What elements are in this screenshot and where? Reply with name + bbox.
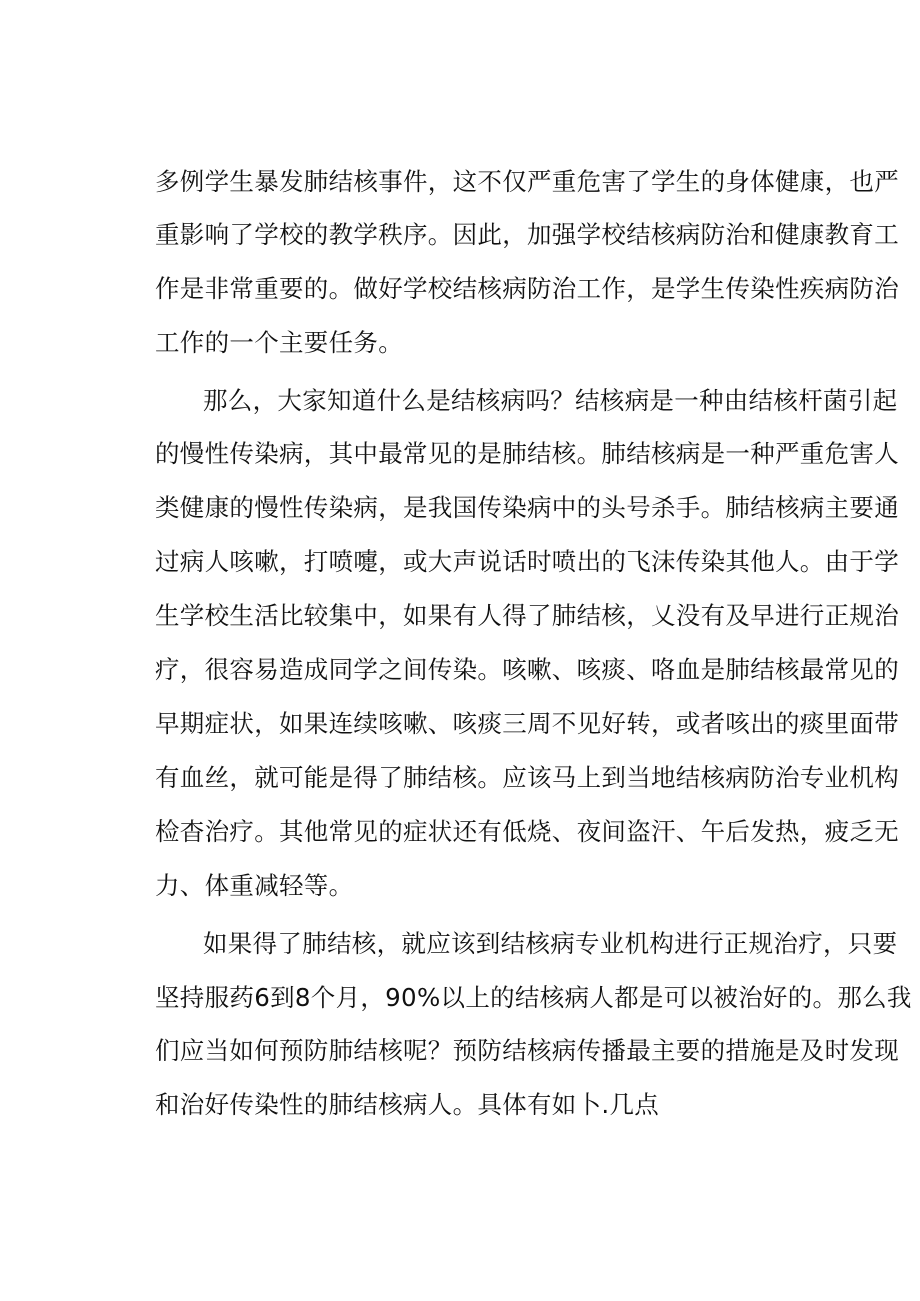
text-line: 们应当如何预防肺结核呢？预防结核病传播最主要的措施是及时发现 <box>155 1036 899 1065</box>
text-line: 的慢性传染病，其中最常见的是肺结核。肺结核病是一种严重危害人 <box>155 439 899 468</box>
text-line: 生学校生活比较集中，如果有人得了肺结核，乂没有及早进行正规治 <box>155 601 899 630</box>
text-line: 坚持服药6到8个月，90%以上的结核病人都是可以被治好的。那么我 <box>155 983 912 1012</box>
text-line: 重影响了学校的教学秩序。因此，加强学校结核病防治和健康教育工 <box>155 220 899 249</box>
text-line: 有血丝，就可能是得了肺结核。应该马上到当地结核病防治专业机构 <box>155 763 899 792</box>
text-line: 疗，很容易造成同学之间传染。咳嗽、咳痰、咯血是肺结核最常见的 <box>155 655 899 684</box>
text-line: 和治好传染性的肺结核病人。具体有如卜.几点 <box>155 1090 660 1119</box>
text-line: 那么，大家知道什么是结核病吗？结核病是一种由结核杆菌引起 <box>203 386 898 415</box>
text-line: 早期症状，如果连续咳嗽、咳痰三周不见好转，或者咳出的痰里面带 <box>155 709 899 738</box>
text-line: 工作的一个主要任务。 <box>155 328 403 357</box>
text-line: 作是非常重要的。做好学校结核病防治工作，是学生传染性疾病防治 <box>155 274 899 303</box>
text-line: 类健康的慢性传染病，是我国传染病中的头号杀手。肺结核病主要通 <box>155 493 899 522</box>
text-line: 检杳治疗。其他常见的症状还有低烧、夜间盗汗、午后发热，疲乏无 <box>155 817 899 846</box>
text-line: 多例学生暴发肺结核事件，这不仅严重危害了学生的身体健康，也严 <box>155 167 899 196</box>
text-line: 力、体重减轻等。 <box>155 871 354 900</box>
text-line: 如果得了肺结核，就应该到结核病专业机构进行正规治疗，只要 <box>203 929 898 958</box>
text-line: 过病人咳嗽，打喷嚏，或大声说话时喷出的飞沫传染其他人。由于学 <box>155 547 899 576</box>
